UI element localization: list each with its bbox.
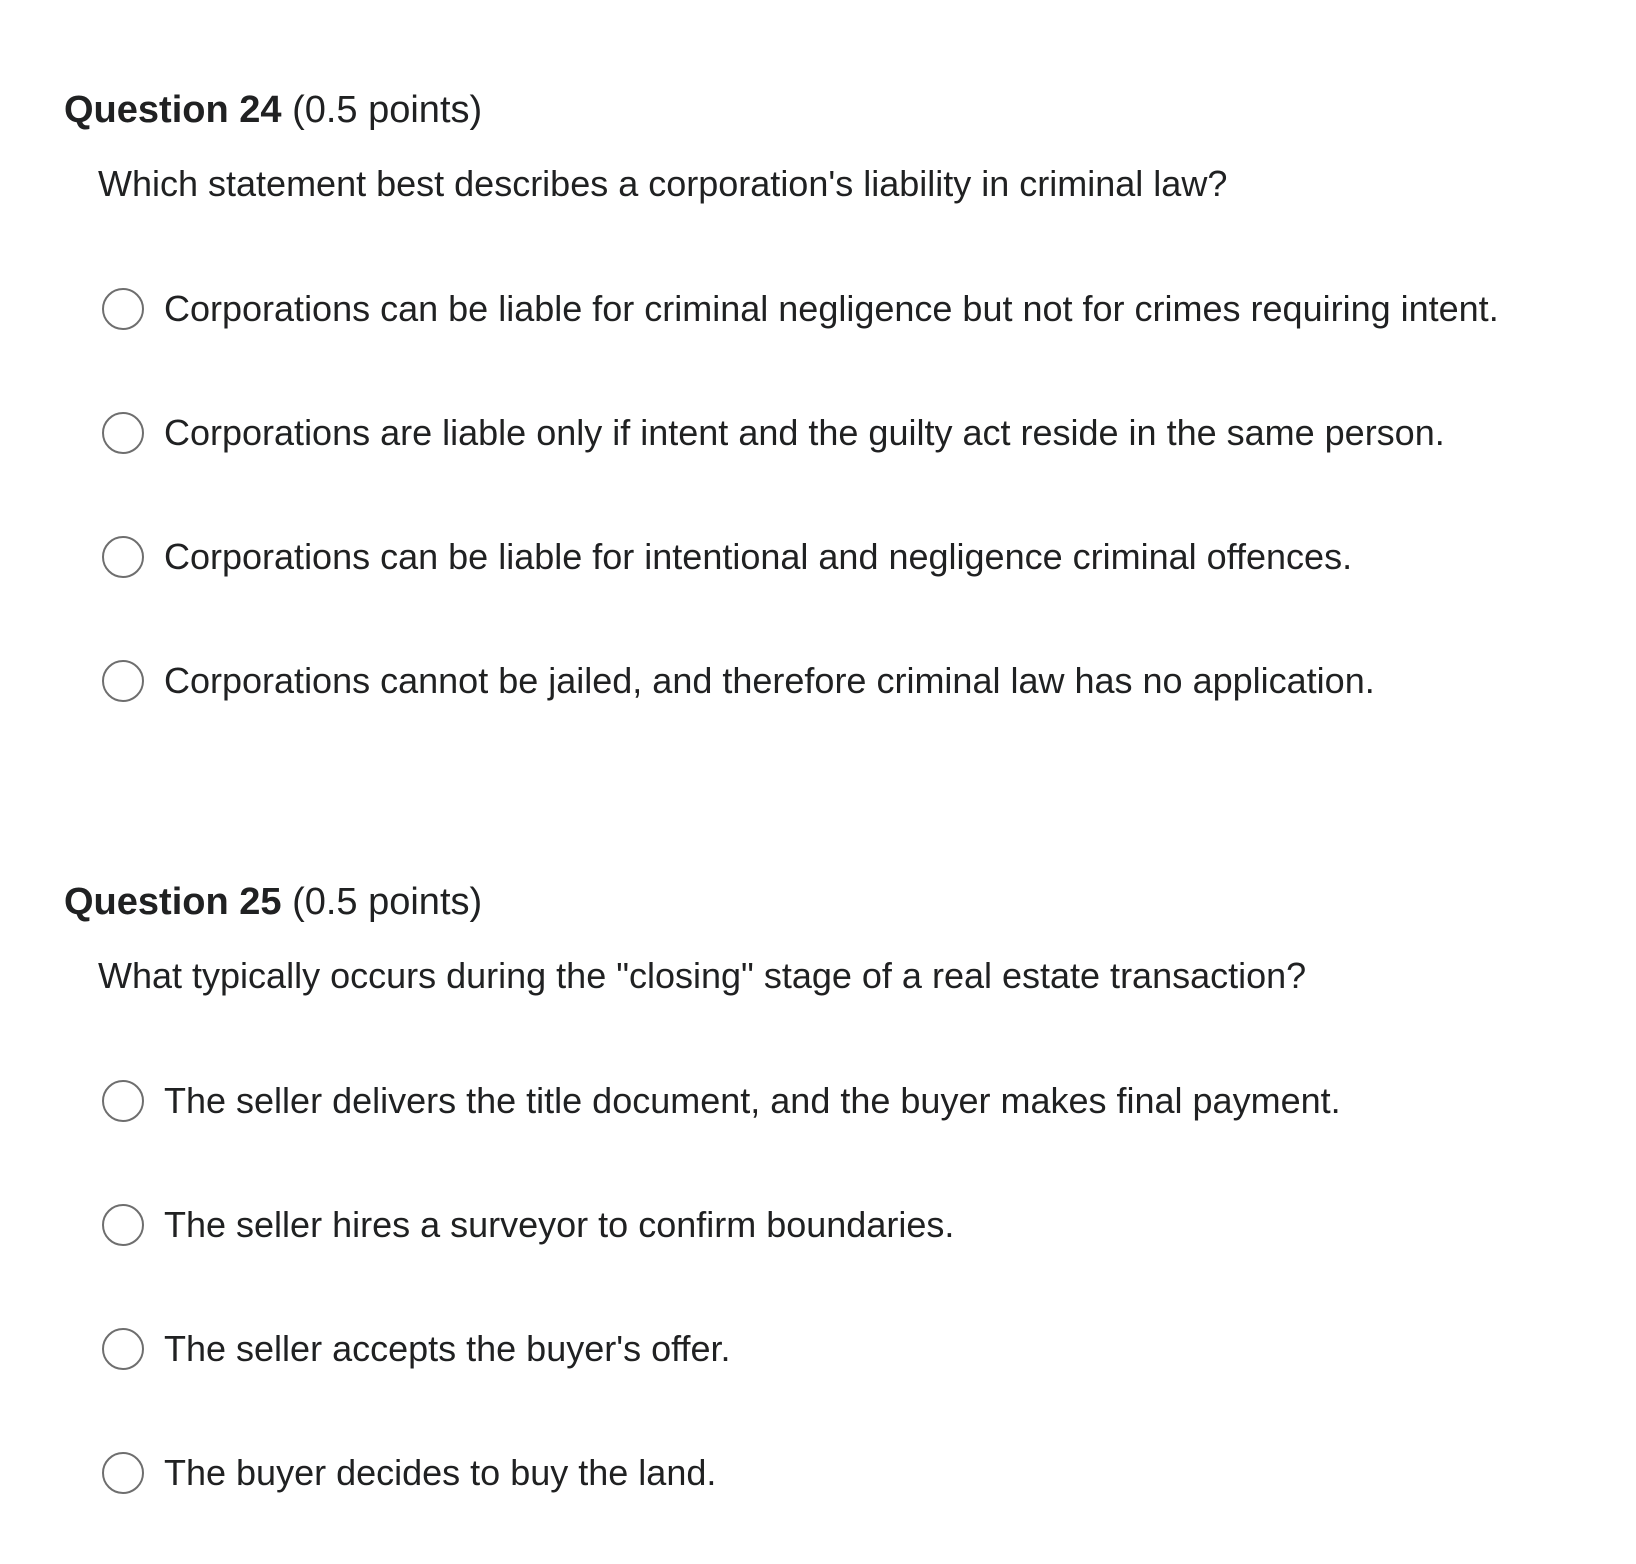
answer-option-2[interactable] — [102, 406, 1604, 460]
answer-option-1[interactable] — [102, 1074, 1604, 1128]
radio-button[interactable] — [102, 536, 144, 578]
option-label: Corporations can be liable for intentional and negligence criminal offences. — [164, 536, 1353, 577]
question-prompt: Which statement best describes a corporation's liability in criminal law? — [98, 163, 1228, 204]
answer-option-4[interactable] — [102, 1446, 1604, 1500]
option-label: The seller delivers the title document, and the buyer makes final payment. — [164, 1080, 1341, 1121]
answer-option-2[interactable] — [102, 1198, 1604, 1252]
radio-button[interactable] — [102, 660, 144, 702]
radio-button[interactable] — [102, 1080, 144, 1122]
question-points: (0.5 points) — [292, 89, 483, 131]
question-header — [64, 84, 1604, 136]
question-points: (0.5 points) — [292, 881, 483, 923]
option-label: Corporations are liable only if intent and the guilty act reside in the same person. — [164, 412, 1445, 453]
answer-option-1[interactable] — [102, 282, 1604, 336]
question-25 — [64, 876, 1604, 1500]
answer-options — [64, 1074, 1604, 1500]
answer-option-3[interactable] — [102, 530, 1604, 584]
radio-button[interactable] — [102, 1452, 144, 1494]
option-label: The buyer decides to buy the land. — [164, 1452, 717, 1493]
radio-button[interactable] — [102, 1204, 144, 1246]
question-number: Question 24 — [64, 89, 282, 131]
option-label: Corporations can be liable for criminal negligence but not for crimes requiring intent. — [164, 288, 1499, 329]
question-24 — [64, 84, 1604, 708]
option-label: The seller accepts the buyer's offer. — [164, 1328, 731, 1369]
option-label: Corporations cannot be jailed, and therefore criminal law has no application. — [164, 660, 1375, 701]
question-number: Question 25 — [64, 881, 282, 923]
answer-option-4[interactable] — [102, 654, 1604, 708]
question-header — [64, 876, 1604, 928]
radio-button[interactable] — [102, 288, 144, 330]
radio-button[interactable] — [102, 412, 144, 454]
answer-options — [64, 282, 1604, 708]
radio-button[interactable] — [102, 1328, 144, 1370]
answer-option-3[interactable] — [102, 1322, 1604, 1376]
option-label: The seller hires a surveyor to confirm boundaries. — [164, 1204, 955, 1245]
question-prompt: What typically occurs during the "closing" stage of a real estate transaction? — [98, 955, 1307, 996]
